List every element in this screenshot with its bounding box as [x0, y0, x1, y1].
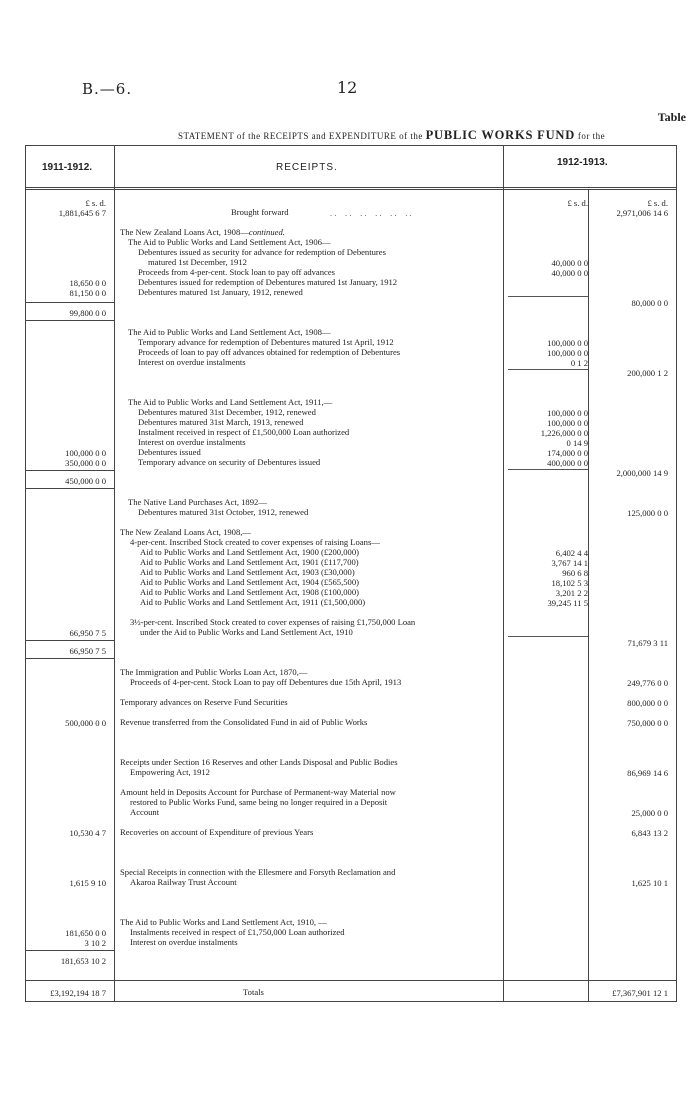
rule: [25, 640, 114, 641]
amount: 0 1 2: [570, 358, 588, 368]
amount: 0 14 9: [566, 438, 588, 448]
col-divider-2: [503, 145, 504, 1002]
row-text: Amount held in Deposits Account for Purchase of Permanent-way Material now: [120, 787, 396, 797]
row-text: Debentures issued as security for advance for redemption of Debentures: [138, 247, 386, 257]
rule: [25, 320, 114, 321]
total: 80,000 0 0: [631, 298, 668, 308]
aid-1906: The Aid to Public Works and Land Settlement Act, 1906—: [128, 237, 331, 247]
left-total: £3,192,194 18 7: [50, 988, 106, 998]
totals-divider: [25, 980, 677, 981]
right-total: £7,367,901 12 1: [612, 988, 668, 998]
amount: 181,650 0 0: [65, 928, 106, 938]
subtotal: 99,800 0 0: [69, 308, 106, 318]
col-left-year: 1911-1912.: [42, 162, 93, 173]
currency-right: £ s. d.: [647, 198, 668, 208]
rule: [508, 369, 588, 370]
row-text: 3½-per-cent. Inscribed Stock created to cover expenses of raising £1,750,000 Loan: [130, 617, 416, 627]
currency-mid: £ s. d.: [567, 198, 588, 208]
aid-1911: The Aid to Public Works and Land Settlement Act, 1911,—: [128, 397, 333, 407]
row-text: Aid to Public Works and Land Settlement Act, 1908 (£100,000): [140, 587, 359, 597]
amount: 81,150 0 0: [69, 288, 106, 298]
continued: continued.: [248, 227, 285, 237]
col-right-year: 1912-1913.: [557, 157, 608, 168]
row-text: Recoveries on account of Expenditure of previous Years: [120, 827, 314, 837]
amount: 174,000 0 0: [547, 448, 588, 458]
row-text: Revenue transferred from the Consolidated Fund in aid of Public Works: [120, 717, 368, 727]
nz-loans-1908: The New Zealand Loans Act, 1908—: [120, 227, 249, 237]
page-number: 12: [337, 78, 358, 97]
immig-1870: The Immigration and Public Works Loan Act, 1870,—: [120, 667, 308, 677]
rule: [25, 658, 114, 659]
col-divider-3: [588, 189, 589, 1002]
dots: . . . . . . . . . . . .: [330, 208, 412, 218]
row-text: Proceeds of loan to pay off advances obtained for redemption of Debentures: [138, 347, 401, 357]
total: 6,843 13 2: [631, 828, 668, 838]
total: 71,679 3 11: [627, 638, 668, 648]
amount: 350,000 0 0: [65, 458, 106, 468]
row-text: Debentures matured 1st January, 1912, renewed: [138, 287, 303, 297]
amount: 18,102 5 3: [551, 578, 588, 588]
row-text: Interest on overdue instalments: [138, 357, 246, 367]
amount: 40,000 0 0: [551, 268, 588, 278]
row-text: Debentures matured 31st October, 1912, renewed: [138, 507, 309, 517]
total: 200,000 1 2: [627, 368, 668, 378]
table-label: Table: [657, 110, 686, 124]
statement-suffix: for the: [577, 131, 606, 141]
statement-title: [178, 128, 605, 143]
aid-1910: The Aid to Public Works and Land Settlement Act, 1910, —: [120, 917, 327, 927]
amount: 100,000 0 0: [547, 408, 588, 418]
amount: 100,000 0 0: [547, 338, 588, 348]
header-divider: [25, 187, 677, 188]
rule: [25, 488, 114, 489]
row-text: Akaroa Railway Trust Account: [130, 877, 237, 887]
row-text: 4-per-cent. Inscribed Stock created to cover expenses of raising Loans—: [130, 537, 380, 547]
statement-fund: PUBLIC WORKS FUND: [425, 128, 576, 142]
total: 750,000 0 0: [627, 718, 668, 728]
amount: 10,530 4 7: [69, 828, 106, 838]
row-text: under the Aid to Public Works and Land Settlement Act, 1910: [140, 627, 353, 637]
native-1892: The Native Land Purchases Act, 1892—: [128, 497, 267, 507]
rule: [25, 302, 114, 303]
total: 1,625 10 1: [631, 878, 668, 888]
rule: [508, 296, 588, 297]
amount: 400,000 0 0: [547, 458, 588, 468]
row-text: Account: [130, 807, 160, 817]
row-text: Aid to Public Works and Land Settlement Act, 1900 (£200,000): [140, 547, 359, 557]
amount: 1,226,000 0 0: [540, 428, 588, 438]
col-divider-1: [114, 145, 115, 1002]
total: 125,000 0 0: [627, 508, 668, 518]
totals-label: Totals: [243, 987, 264, 997]
row-text: matured 1st December, 1912: [148, 257, 247, 267]
row-text: Proceeds from 4-per-cent. Stock loan to pay off advances: [138, 267, 336, 277]
total: 800,000 0 0: [627, 698, 668, 708]
amount: 1,615 9 10: [69, 878, 106, 888]
subtotal: 450,000 0 0: [65, 476, 106, 486]
statement-prefix: STATEMENT of the RECEIPTS and EXPENDITURE of the: [178, 131, 423, 141]
row-text: Temporary advance on security of Debentures issued: [138, 457, 321, 467]
row-text: Interest on overdue instalments: [138, 437, 246, 447]
header-divider-2: [25, 189, 677, 190]
row-text: Aid to Public Works and Land Settlement Act, 1904 (£565,500): [140, 577, 359, 587]
row-text: restored to Public Works Fund, same being no longer required in a Deposit: [130, 797, 388, 807]
amount: 40,000 0 0: [551, 258, 588, 268]
amount: 18,650 0 0: [69, 278, 106, 288]
row-text: Instalments received in respect of £1,750,000 Loan authorized: [130, 927, 345, 937]
amount: 66,950 7 5: [69, 628, 106, 638]
row-text: Instalment received in respect of £1,500,000 Loan authorized: [138, 427, 350, 437]
total: 249,776 0 0: [627, 678, 668, 688]
row-text: Interest on overdue instalments: [130, 937, 238, 947]
amount: 6,402 4 4: [555, 548, 588, 558]
currency-left: £ s. d.: [85, 198, 106, 208]
rule: [508, 469, 588, 470]
row-text: Aid to Public Works and Land Settlement Act, 1901 (£117,700): [140, 557, 359, 567]
row-text: Temporary advance for redemption of Debentures matured 1st April, 1912: [138, 337, 394, 347]
subtotal: 181,653 10 2: [60, 956, 106, 966]
row-text: Aid to Public Works and Land Settlement Act, 1903 (£30,000): [140, 567, 355, 577]
row-text: Debentures matured 31st March, 1913, renewed: [138, 417, 304, 427]
amount: 500,000 0 0: [65, 718, 106, 728]
brought-forward: Brought forward: [231, 207, 289, 217]
total: 2,000,000 14 9: [616, 468, 668, 478]
total: 25,000 0 0: [631, 808, 668, 818]
amount: 100,000 0 0: [65, 448, 106, 458]
amount: 3,201 2 2: [555, 588, 588, 598]
row-text: Debentures issued for redemption of Debentures matured 1st January, 1912: [138, 277, 398, 287]
rule: [25, 950, 114, 951]
col-receipts: RECEIPTS.: [276, 162, 338, 173]
amount: 3 10 2: [84, 938, 106, 948]
right-brought-forward: 2,971,006 14 6: [616, 208, 668, 218]
row-text: Debentures matured 31st December, 1912, renewed: [138, 407, 316, 417]
rule: [508, 636, 588, 637]
row-text: Empowering Act, 1912: [130, 767, 210, 777]
row-text: Proceeds of 4-per-cent. Stock Loan to pay off Debentures due 15th April, 1913: [130, 677, 402, 687]
row-text: Debentures issued: [138, 447, 201, 457]
document-ref: B.—6.: [82, 80, 133, 98]
left-brought-forward: 1,881,645 6 7: [58, 208, 106, 218]
rule: [25, 470, 114, 471]
amount: 100,000 0 0: [547, 348, 588, 358]
amount: 3,767 14 1: [551, 558, 588, 568]
row-text: Special Receipts in connection with the Ellesmere and Forsyth Reclamation and: [120, 867, 396, 877]
aid-1908: The Aid to Public Works and Land Settlement Act, 1908—: [128, 327, 331, 337]
row-text: Aid to Public Works and Land Settlement Act, 1911 (£1,500,000): [140, 597, 366, 607]
row-text: Temporary advances on Reserve Fund Securities: [120, 697, 288, 707]
nz-loans-1908b: The New Zealand Loans Act, 1908,—: [120, 527, 252, 537]
amount: 39,245 11 5: [547, 598, 588, 608]
total: 86,969 14 6: [627, 768, 668, 778]
amount: 100,000 0 0: [547, 418, 588, 428]
amount: 960 6 8: [562, 568, 588, 578]
subtotal: 66,950 7 5: [69, 646, 106, 656]
row-text: Receipts under Section 16 Reserves and other Lands Disposal and Public Bodies: [120, 757, 398, 767]
